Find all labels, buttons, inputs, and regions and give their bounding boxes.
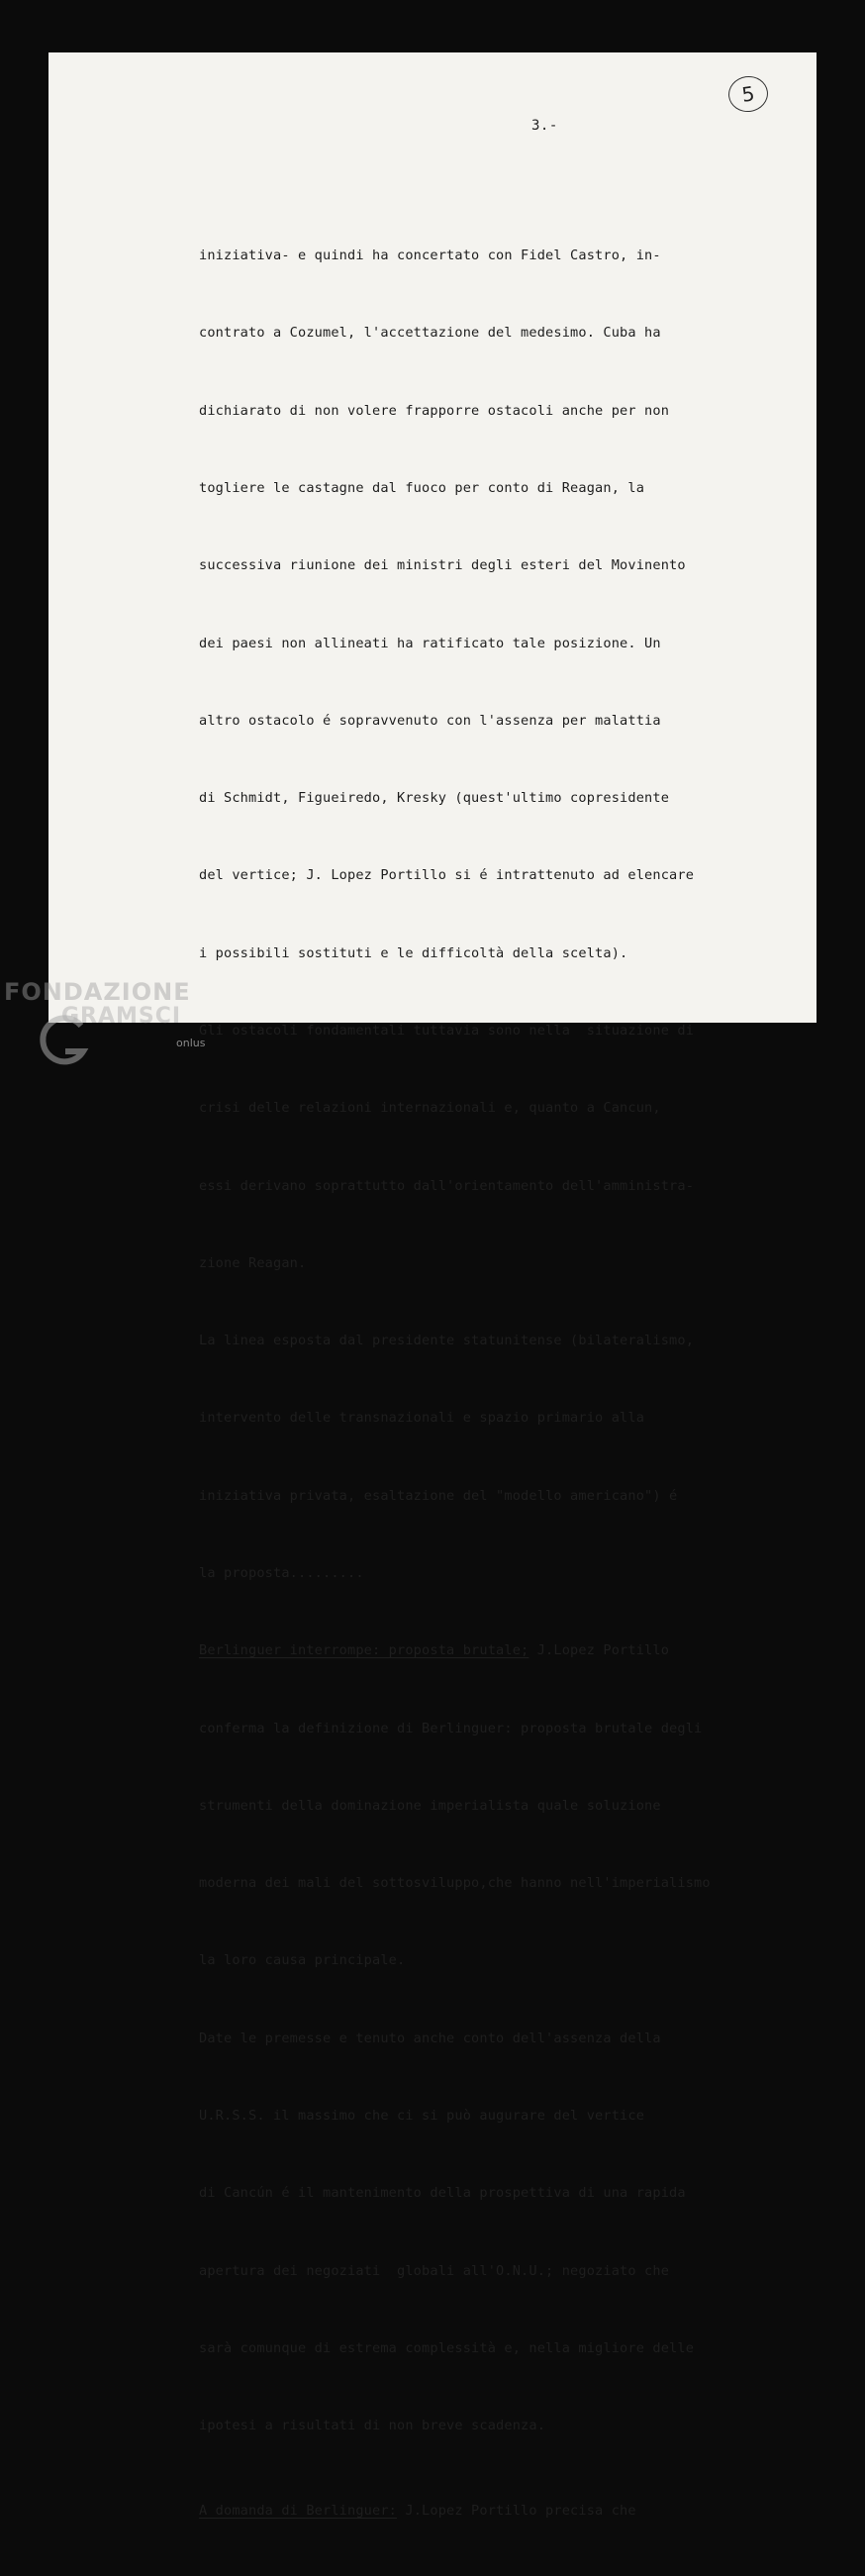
text-line: di Cancún é il mantenimento della prospettiva di una rapida bbox=[199, 2185, 686, 2202]
circled-page-number: 5 bbox=[726, 73, 771, 114]
text-line: intervento delle transnazionali e spazio primario alla bbox=[199, 1410, 645, 1427]
text-fragment: J.Lopez Portillo precisa che bbox=[397, 2503, 636, 2520]
text-line: ipotesi a risultati di non breve scadenza. bbox=[199, 2418, 546, 2434]
text-line: togliere le castagne dal fuoco per conto di Reagan, la bbox=[199, 480, 645, 497]
watermark-onlus: onlus bbox=[176, 1037, 206, 1049]
text-line: la proposta......... bbox=[199, 1564, 364, 1581]
text-line: la loro causa principale. bbox=[199, 1952, 406, 1969]
typed-text-body bbox=[199, 191, 783, 2576]
watermark-logo-icon bbox=[34, 1012, 97, 1065]
underlined-heading: Berlinguer interrompe: proposta brutale; bbox=[199, 1642, 529, 1659]
text-line: moderna dei mali del sottosviluppo,che hanno nell'imperialismo bbox=[199, 1875, 711, 1892]
watermark-subtitle: GRAMSCI bbox=[61, 1004, 182, 1029]
text-line: crisi delle relazioni internazionali e, quanto a Cancun, bbox=[199, 1100, 661, 1117]
text-line: sarà comunque di estrema complessità e, nella migliore delle bbox=[199, 2339, 695, 2356]
text-line: zione Reagan. bbox=[199, 1254, 307, 1271]
text-line: strumenti della dominazione imperialista quale soluzione bbox=[199, 1797, 661, 1814]
text-fragment: J.Lopez Portillo bbox=[529, 1642, 670, 1659]
underlined-heading: A domanda di Berlinguer: bbox=[199, 2503, 398, 2520]
text-line: iniziativa- e quindi ha concertato con Fidel Castro, in- bbox=[199, 248, 661, 264]
text-line: iniziativa privata, esaltazione del "modello americano") é bbox=[199, 1487, 678, 1504]
text-line: dei paesi non allineati ha ratificato tale posizione. Un bbox=[199, 635, 661, 651]
watermark-title: FONDAZIONE bbox=[4, 978, 191, 1006]
text-line: successiva riunione dei ministri degli esteri del Movinento bbox=[199, 557, 686, 574]
text-line: Date le premesse e tenuto anche conto dell'assenza della bbox=[199, 2030, 661, 2046]
text-line: dichiarato di non volere frapporre ostacoli anche per non bbox=[199, 402, 670, 419]
text-line: U.R.S.S. il massimo che ci si può augurare del vertice bbox=[199, 2107, 645, 2124]
text-line: conferma la definizione di Berlinguer: proposta brutale degli bbox=[199, 1720, 703, 1736]
text-line: Gli ostacoli fondamentali tuttavia sono nella situazione di bbox=[199, 1023, 695, 1039]
berlinguer-interrupt-line bbox=[199, 1637, 783, 1663]
text-line: altro ostacolo é sopravvenuto con l'assenza per malattia bbox=[199, 712, 661, 729]
text-line: La linea esposta dal presidente statunitense (bilateralismo, bbox=[199, 1333, 695, 1349]
text-line: del vertice; J. Lopez Portillo si é intrattenuto ad elencare bbox=[199, 867, 695, 884]
text-line: contrato a Cozumel, l'accettazione del medesimo. Cuba ha bbox=[199, 325, 661, 342]
text-line: i possibili sostituti e le difficoltà della scelta). bbox=[199, 944, 628, 961]
text-line: di Schmidt, Figueiredo, Kresky (quest'ultimo copresidente bbox=[199, 790, 670, 807]
page-header-number: 3.- bbox=[531, 118, 558, 134]
text-line: essi derivano soprattutto dall'orientamento dell'amministra- bbox=[199, 1177, 695, 1194]
berlinguer-question-line bbox=[199, 2498, 783, 2524]
text-line: apertura dei negoziati globali all'O.N.U.; negoziato che bbox=[199, 2262, 670, 2279]
